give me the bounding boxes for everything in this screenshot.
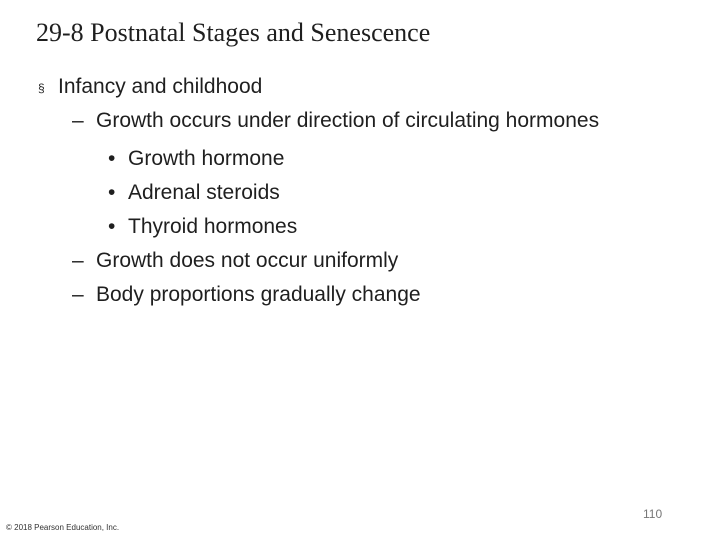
bullet-item-level2 (72, 244, 399, 278)
square-bullet-icon: § (38, 81, 45, 95)
dot-bullet-icon: • (108, 147, 116, 170)
page-number: 110 (643, 507, 663, 521)
bullet-item-level3 (108, 142, 285, 176)
bullet-text: Adrenal steroids (128, 181, 280, 204)
bullet-text: Thyroid hormones (128, 215, 298, 238)
dot-bullet-icon: • (108, 215, 116, 238)
bullet-text: Growth occurs under direction of circulating hormones (96, 109, 600, 132)
bullet-text: Growth hormone (128, 147, 285, 170)
dash-bullet-icon: – (72, 109, 84, 132)
dash-bullet-icon: – (72, 249, 84, 272)
bullet-text: Growth does not occur uniformly (96, 249, 399, 272)
bullet-item-level1 (38, 70, 263, 104)
copyright-notice: © 2018 Pearson Education, Inc. (6, 523, 120, 532)
bullet-item-level3 (108, 176, 280, 210)
bullet-item-level2 (72, 278, 421, 312)
bullet-text: Infancy and childhood (58, 75, 263, 98)
bullet-item-level2 (72, 104, 600, 138)
dash-bullet-icon: – (72, 283, 84, 306)
bullet-item-level3 (108, 210, 298, 244)
dot-bullet-icon: • (108, 181, 116, 204)
slide-title: 29-8 Postnatal Stages and Senescence (36, 18, 431, 47)
bullet-text: Body proportions gradually change (96, 283, 421, 306)
